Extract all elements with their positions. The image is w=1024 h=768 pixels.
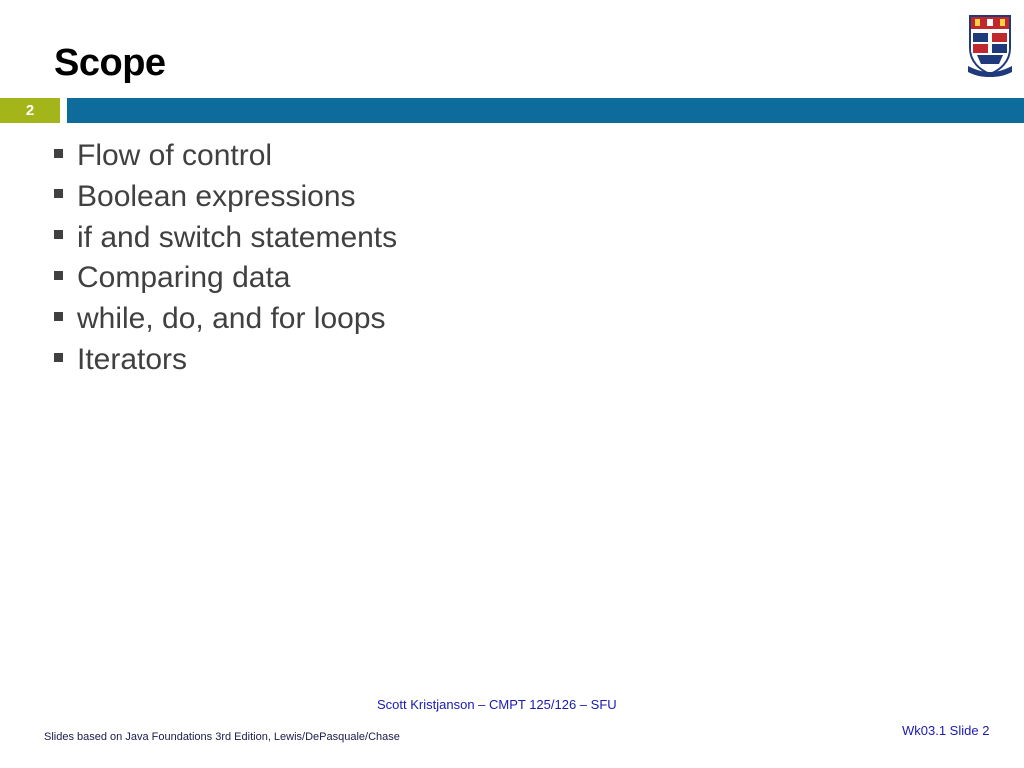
slide-title: Scope [54, 42, 166, 84]
square-bullet-icon [54, 230, 63, 239]
square-bullet-icon [54, 312, 63, 321]
university-crest-icon [966, 14, 1014, 78]
bullet-item [54, 258, 397, 299]
bullet-text: if and switch statements [77, 220, 398, 254]
bullet-item [54, 299, 397, 340]
footer-source: Slides based on Java Foundations 3rd Edition, Lewis/DePasquale/Chase [44, 731, 400, 743]
bullet-item [54, 136, 397, 177]
slide-number-badge: 2 [0, 98, 60, 123]
bullet-item [54, 218, 397, 259]
square-bullet-icon [54, 149, 63, 158]
square-bullet-icon [54, 189, 63, 198]
square-bullet-icon [54, 353, 63, 362]
header-bar [67, 98, 1024, 123]
footer-author: Scott Kristjanson – CMPT 125/126 – SFU [377, 697, 617, 712]
bullet-text: while, do, and for loops [77, 302, 386, 336]
footer-slide-label: Wk03.1 Slide 2 [902, 723, 990, 738]
bullet-item [54, 340, 397, 381]
bullet-text: Boolean expressions [77, 179, 356, 213]
bullet-list [54, 136, 397, 381]
square-bullet-icon [54, 271, 63, 280]
bullet-text: Iterators [77, 342, 188, 376]
bullet-text: Flow of control [77, 139, 273, 172]
bullet-text: Comparing data [77, 261, 291, 295]
bullet-item [54, 177, 397, 218]
